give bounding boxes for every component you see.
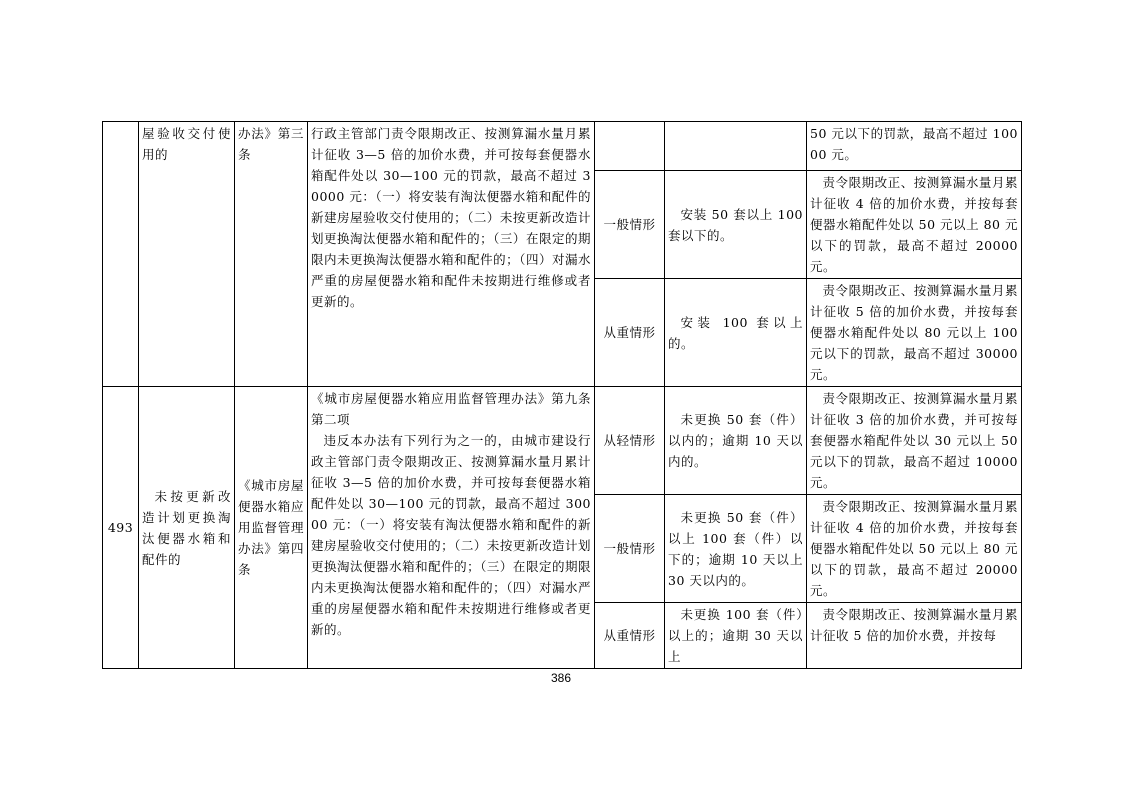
content-text: 违反本办法有下列行为之一的，由城市建设行政主管部门责令限期改正、按测算漏水量月累计征收 3—5 倍的加价水费，并可按每套便器水箱配件处以 30—100 元的罚款，最高不超过 30000 元：（一）将安装有淘汰便器水箱和配件的新建房屋验收交付使用的；（二）未按更新改造计划更换淘汰便器水箱和配件的；（三）在限定的期限内未更换淘汰便器水箱和配件的；（四）对漏水严重的房屋便器水箱和配件未按期进行维修或者更新的。 xyxy=(311,433,591,637)
condition-cell xyxy=(665,171,807,279)
violation-text: 未按更新改造计划更换淘汰便器水箱和配件的 xyxy=(142,488,231,567)
circumstance-cell xyxy=(595,279,665,387)
penalty-text: 责令限期改正、按测算漏水量月累计征收 4 倍的加价水费，并按每套便器水箱配件处以 50 元以上 80 元以下的罚款，最高不超过 20000 元。 xyxy=(810,499,1018,598)
violation-cell xyxy=(139,387,235,669)
basis-cell xyxy=(235,387,308,669)
penalty-cell xyxy=(807,171,1022,279)
condition-cell xyxy=(665,495,807,603)
penalty-cell xyxy=(807,495,1022,603)
condition-cell xyxy=(665,122,807,171)
number-cell xyxy=(103,122,139,387)
violation-text: 屋验收交付使用的 xyxy=(142,126,231,162)
circumstance-cell xyxy=(595,495,665,603)
circumstance-cell xyxy=(595,122,665,171)
circumstance-text: 从重情形 xyxy=(603,325,656,340)
penalty-text: 50 元以下的罚款，最高不超过 10000 元。 xyxy=(810,126,1018,162)
penalty-text: 责令限期改正、按测算漏水量月累计征收 3 倍的加价水费，并可按每套便器水箱配件处以 30 元以上 50 元以下的罚款，最高不超过 10000 元。 xyxy=(810,391,1018,490)
content-title: 《城市房屋便器水箱应用监督管理办法》第九条第二项 xyxy=(311,391,591,427)
penalty-cell xyxy=(807,387,1022,495)
condition-text: 安装 50 套以上 100 套以下的。 xyxy=(668,206,803,243)
basis-cell xyxy=(235,122,308,387)
condition-cell xyxy=(665,279,807,387)
penalty-text: 责令限期改正、按测算漏水量月累计征收 5 倍的加价水费，并按每 xyxy=(810,607,1018,643)
condition-cell xyxy=(665,387,807,495)
circumstance-text: 一般情形 xyxy=(603,217,656,232)
circumstance-cell xyxy=(595,171,665,279)
circumstance-text: 一般情形 xyxy=(603,541,656,556)
table-row xyxy=(103,387,1022,495)
circumstance-text: 从轻情形 xyxy=(603,433,656,448)
table-row xyxy=(103,122,1022,171)
condition-text: 未更换 50 套（件）以内的；逾期 10 天以内的。 xyxy=(668,412,803,469)
basis-text: 办法》第三条 xyxy=(238,126,304,162)
penalty-text: 责令限期改正、按测算漏水量月累计征收 5 倍的加价水费，并按每套便器水箱配件处以 80 元以上 100 元以下的罚款，最高不超过 30000 元。 xyxy=(810,283,1018,382)
page-number: 386 xyxy=(550,671,572,685)
content-cell xyxy=(308,387,595,669)
violation-cell xyxy=(139,122,235,387)
penalty-text: 责令限期改正、按测算漏水量月累计征收 4 倍的加价水费，并按每套便器水箱配件处以 50 元以上 80 元以下的罚款，最高不超过 20000 元。 xyxy=(810,175,1018,274)
item-number: 493 xyxy=(107,520,134,535)
number-cell xyxy=(103,387,139,669)
penalty-cell xyxy=(807,279,1022,387)
condition-text: 未更换 100 套（件）以上的；逾期 30 天以上 xyxy=(668,607,803,664)
penalty-cell xyxy=(807,122,1022,171)
condition-cell xyxy=(665,603,807,669)
basis-text: 《城市房屋便器水箱应用监督管理办法》第四条 xyxy=(238,478,304,577)
content-text: 行政主管部门责令限期改正、按测算漏水量月累计征收 3—5 倍的加价水费，并可按每套便器水箱配件处以 30—100 元的罚款，最高不超过 30000 元：（一）将安装有淘汰便器水箱和配件的新建房屋验收交付使用的；（二）未按更新改造计划更换淘汰便器水箱和配件的；（三）在限定的期限内未更换淘汰便器水箱和配件的；（四）对漏水严重的房屋便器水箱和配件未按期进行维修或者更新的。 xyxy=(311,126,591,309)
penalty-cell xyxy=(807,603,1022,669)
condition-text: 未更换 50 套（件）以上 100 套（件）以下的；逾期 10 天以上 30 天以内的。 xyxy=(668,509,803,588)
penalty-standards-table xyxy=(102,121,1022,669)
circumstance-text: 从重情形 xyxy=(603,628,656,643)
content-cell xyxy=(308,122,595,387)
circumstance-cell xyxy=(595,603,665,669)
circumstance-cell xyxy=(595,387,665,495)
condition-text: 安装 100 套以上的。 xyxy=(668,314,803,351)
